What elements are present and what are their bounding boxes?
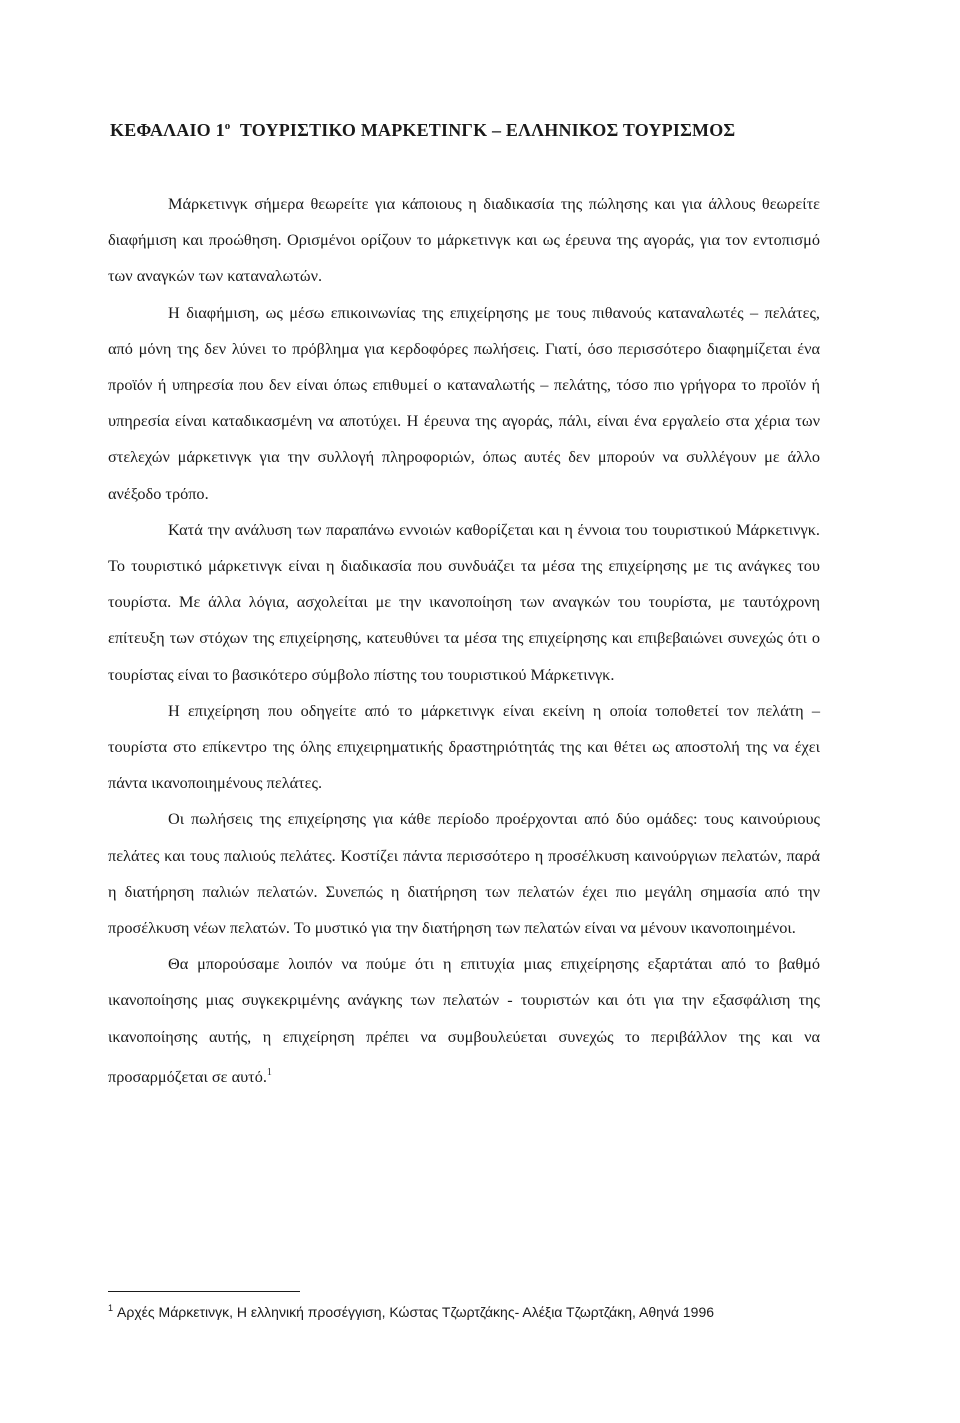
footnote-marker: 1: [108, 1303, 114, 1313]
paragraph-5: Οι πωλήσεις της επιχείρησης για κάθε περίοδο προέρχονται από δύο ομάδες: τους καινούριους πελάτες και τους παλιούς πελάτες. Κοστίζει πάντα περισσότερο η προσέλκυση καινούργιων πελατών, παρά η διατήρηση παλιών πελατών. Συνεπώς η διατήρηση των πελατών έχει πιο μεγάλη σημασία από την προσέλκυση νέων πελατών. Το μυστικό για την διατήρηση των πελατών είναι να μένουν ικανοποιημένοι.: [108, 809, 820, 938]
footnote-divider: [108, 1291, 300, 1292]
paragraph-1: Μάρκετινγκ σήμερα θεωρείτε για κάποιους η διαδικασία της πώλησης και για άλλους θεωρείτε διαφήμιση και προώθηση. Ορισμένοι ορίζουν το μάρκετινγκ και ως έρευνα της αγοράς, για τον εντοπισμό των αναγκών των καταναλωτών.: [108, 194, 820, 286]
chapter-title: [110, 120, 870, 141]
body-text: [108, 186, 820, 1095]
paragraph-3: Κατά την ανάλυση των παραπάνω εννοιών καθορίζεται και η έννοια του τουριστικού Μάρκετινγκ. Το τουριστικό μάρκετινγκ είναι η διαδικασία που συνδυάζει τα μέσα της επιχείρησης με τις ανάγκες του τουρίστα. Με άλλα λόγια, ασχολείται με την ικανοποίηση των αναγκών του τουρίστα, με ταυτόχρονη επίτευξη των στόχων της επιχείρησης, κατευθύνει τα μέσα της επιχείρησης και επιβεβαιώνει συνεχώς ότι ο τουρίστας είναι το βασικότερο σύμβολο πίστης του τουριστικού Μάρκετινγκ.: [108, 519, 820, 684]
paragraph-6: [108, 946, 820, 1095]
footnote-reference: 1: [266, 1066, 272, 1078]
paragraph-6-text: Θα μπορούσαμε λοιπόν να πούμε ότι η επιτυχία μιας επιχείρησης εξαρτάται από το βαθμό ικανοποίησης μιας συγκεκριμένης ανάγκης των πελατών - τουριστών και ότι για την εξασφάλιση της ικανοποίησης αυτής, η επιχείρηση πρέπει να συμβουλεύεται συνεχώς το περιβάλλον της και να προσαρμόζεται σε αυτό.: [108, 954, 820, 1086]
chapter-superscript: ο: [224, 120, 231, 132]
paragraph-2: Η διαφήμιση, ως μέσω επικοινωνίας της επιχείρησης με τους πιθανούς καταναλωτές – πελάτες, από μόνη της δεν λύνει το πρόβλημα για κερδοφόρες πωλήσεις. Γιατί, όσο περισσότερο διαφημίζεται ένα προϊόν ή υπηρεσία που δεν είναι όπως επιθυμεί ο καταναλωτής – πελάτης, τόσο πιο γρήγορα το προϊόν ή υπηρεσία είναι καταδικασμένη να αποτύχει. Η έρευνα της αγοράς, πάλι, είναι ένα εργαλείο στα χέρια των στελεχών μάρκετινγκ για την συλλογή πληροφοριών, όπως αυτές δεν μπορούν να συλλέγουν με άλλο ανέξοδο τρόπο.: [108, 302, 820, 503]
paragraph-4: Η επιχείρηση που οδηγείτε από το μάρκετινγκ είναι εκείνη η οποία τοποθετεί τον πελάτη – τουρίστα στο επίκεντρο της όλης επιχειρηματικής δραστηριότητάς της και θέτει ως αποστολή της να έχει πάντα ικανοποιημένους πελάτες.: [108, 700, 820, 793]
footnote-text: Αρχές Μάρκετινγκ, Η ελληνική προσέγγιση, Κώστας Τζωρτζάκης- Αλέξια Τζωρτζάκη, Αθηνά 1996: [117, 1304, 715, 1320]
chapter-title-text: ΤΟΥΡΙΣΤΙΚΟ ΜΑΡΚΕΤΙΝΓΚ – ΕΛΛΗΝΙΚΟΣ ΤΟΥΡΙΣΜΟΣ: [239, 120, 736, 140]
footnote: [108, 1303, 868, 1320]
chapter-heading: ΚΕΦΑΛΑΙΟ 1: [110, 120, 225, 140]
